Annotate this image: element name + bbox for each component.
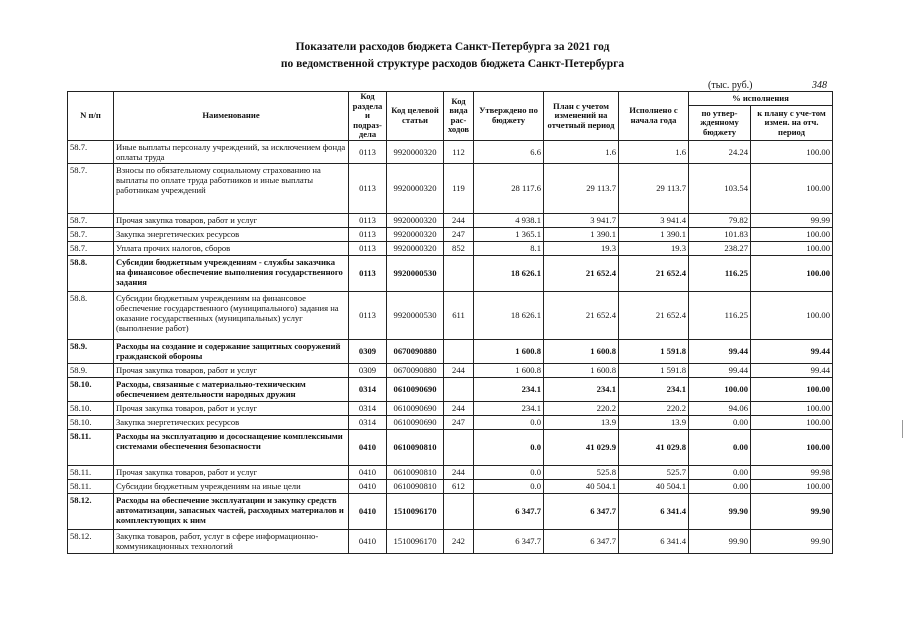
row-percent-approved: 116.25: [689, 255, 751, 291]
row-number: 58.7.: [68, 140, 114, 163]
row-percent-plan: 100.00: [751, 479, 833, 493]
row-executed: 29 113.7: [619, 163, 689, 213]
row-percent-approved: 24.24: [689, 140, 751, 163]
row-percent-approved: 99.90: [689, 529, 751, 553]
row-target-code: 0670090880: [387, 339, 444, 363]
row-number: 58.11.: [68, 479, 114, 493]
row-percent-plan: 99.44: [751, 363, 833, 377]
row-executed: 1 390.1: [619, 227, 689, 241]
row-number: 58.10.: [68, 377, 114, 401]
row-percent-plan: 100.00: [751, 227, 833, 241]
table-row: [68, 255, 833, 291]
row-percent-approved: 100.00: [689, 377, 751, 401]
row-section-code: 0113: [349, 163, 387, 213]
row-executed: 1 591.8: [619, 363, 689, 377]
row-approved: 0.0: [474, 429, 544, 465]
row-executed: 41 029.8: [619, 429, 689, 465]
row-percent-plan: 99.98: [751, 465, 833, 479]
row-expense-type-code: [444, 255, 474, 291]
row-number: 58.9.: [68, 339, 114, 363]
row-name: Расходы на эксплуатацию и дососнащение комплексными системами обеспечения безопасности: [114, 429, 349, 465]
row-target-code: 9920000320: [387, 163, 444, 213]
row-percent-plan: 100.00: [751, 291, 833, 339]
table-row: [68, 529, 833, 553]
header-percent-approved: по утвер-жденному бюджету: [689, 106, 751, 140]
scan-edge-mark: [902, 420, 903, 438]
row-percent-plan: 99.90: [751, 529, 833, 553]
row-section-code: 0113: [349, 255, 387, 291]
row-target-code: 0610090810: [387, 465, 444, 479]
row-executed: 1 591.8: [619, 339, 689, 363]
row-name: Расходы на обеспечение эксплуатации и закупку средств автоматизации, запасных частей, расходных материалов и комплектующих к ним: [114, 493, 349, 529]
row-approved: 18 626.1: [474, 255, 544, 291]
table-row: [68, 140, 833, 163]
row-section-code: 0314: [349, 401, 387, 415]
header-percent-group: % исполнения: [689, 92, 833, 106]
row-executed: 234.1: [619, 377, 689, 401]
table-row: [68, 479, 833, 493]
row-percent-approved: 238.27: [689, 241, 751, 255]
row-number: 58.10.: [68, 415, 114, 429]
row-section-code: 0410: [349, 479, 387, 493]
header-percent-plan: к плану с уче-том измен. на отч. период: [751, 106, 833, 140]
page-number: 348: [812, 80, 827, 91]
report-title-line2: по ведомственной структуре расходов бюджета Санкт-Петербурга: [280, 58, 625, 70]
row-approved: 18 626.1: [474, 291, 544, 339]
row-expense-type-code: 244: [444, 465, 474, 479]
row-name: Закупка энергетических ресурсов: [114, 415, 349, 429]
table-row: [68, 363, 833, 377]
row-expense-type-code: 244: [444, 401, 474, 415]
row-plan: 234.1: [544, 377, 619, 401]
row-target-code: 9920000320: [387, 241, 444, 255]
table-row: [68, 339, 833, 363]
row-expense-type-code: 852: [444, 241, 474, 255]
row-plan: 1 390.1: [544, 227, 619, 241]
row-percent-plan: 100.00: [751, 140, 833, 163]
table-row: [68, 401, 833, 415]
row-expense-type-code: [444, 377, 474, 401]
row-percent-approved: 99.44: [689, 339, 751, 363]
row-approved: 0.0: [474, 479, 544, 493]
row-approved: 234.1: [474, 401, 544, 415]
row-number: 58.7.: [68, 213, 114, 227]
row-name: Закупка энергетических ресурсов: [114, 227, 349, 241]
row-executed: 13.9: [619, 415, 689, 429]
row-number: 58.12.: [68, 493, 114, 529]
row-percent-plan: 100.00: [751, 163, 833, 213]
row-approved: 6.6: [474, 140, 544, 163]
row-target-code: 0610090690: [387, 401, 444, 415]
row-percent-approved: 79.82: [689, 213, 751, 227]
row-plan: 1 600.8: [544, 363, 619, 377]
row-section-code: 0410: [349, 529, 387, 553]
row-number: 58.12.: [68, 529, 114, 553]
row-approved: 234.1: [474, 377, 544, 401]
row-expense-type-code: 112: [444, 140, 474, 163]
row-section-code: 0113: [349, 213, 387, 227]
row-executed: 6 341.4: [619, 493, 689, 529]
row-percent-approved: 99.90: [689, 493, 751, 529]
row-plan: 21 652.4: [544, 291, 619, 339]
row-executed: 525.7: [619, 465, 689, 479]
report-title-line1: Показатели расходов бюджета Санкт-Петербурга за 2021 год: [295, 41, 610, 53]
row-number: 58.10.: [68, 401, 114, 415]
row-executed: 40 504.1: [619, 479, 689, 493]
row-percent-approved: 0.00: [689, 465, 751, 479]
row-executed: 220.2: [619, 401, 689, 415]
row-plan: 1 600.8: [544, 339, 619, 363]
row-percent-approved: 94.06: [689, 401, 751, 415]
row-target-code: 0610090810: [387, 429, 444, 465]
row-expense-type-code: 244: [444, 213, 474, 227]
row-plan: 21 652.4: [544, 255, 619, 291]
row-name: Закупка товаров, работ, услуг в сфере информационно-коммуникационных технологий: [114, 529, 349, 553]
row-expense-type-code: 119: [444, 163, 474, 213]
row-number: 58.8.: [68, 291, 114, 339]
row-section-code: 0113: [349, 291, 387, 339]
row-section-code: 0113: [349, 140, 387, 163]
row-name: Субсидии бюджетным учреждениям на финансовое обеспечение государственного (муниципального) задания на оказание государственных (муниципальных) услуг (выполнение работ): [114, 291, 349, 339]
table-row: [68, 213, 833, 227]
row-percent-plan: 100.00: [751, 377, 833, 401]
row-percent-plan: 100.00: [751, 255, 833, 291]
row-plan: 41 029.9: [544, 429, 619, 465]
row-plan: 29 113.7: [544, 163, 619, 213]
row-section-code: 0314: [349, 415, 387, 429]
row-name: Иные выплаты персоналу учреждений, за исключением фонда оплаты труда: [114, 140, 349, 163]
units-label: (тыс. руб.): [708, 80, 753, 91]
row-executed: 21 652.4: [619, 291, 689, 339]
row-percent-plan: 99.99: [751, 213, 833, 227]
row-target-code: 9920000320: [387, 213, 444, 227]
row-expense-type-code: 612: [444, 479, 474, 493]
row-expense-type-code: [444, 429, 474, 465]
row-target-code: 9920000530: [387, 255, 444, 291]
row-number: 58.11.: [68, 465, 114, 479]
row-section-code: 0113: [349, 227, 387, 241]
table-row: [68, 429, 833, 465]
row-approved: 4 938.1: [474, 213, 544, 227]
row-plan: 6 347.7: [544, 493, 619, 529]
row-approved: 0.0: [474, 465, 544, 479]
header-expense-type-code: Код вида рас-ходов: [444, 92, 474, 141]
row-expense-type-code: [444, 493, 474, 529]
row-number: 58.9.: [68, 363, 114, 377]
row-target-code: 9920000320: [387, 140, 444, 163]
table-row: [68, 227, 833, 241]
row-target-code: 1510096170: [387, 493, 444, 529]
row-target-code: 9920000530: [387, 291, 444, 339]
header-plan: План с учетом изменений на отчетный период: [544, 92, 619, 141]
row-name: Субсидии бюджетным учреждениям - службы заказчика на финансовое обеспечение выполнения государственного задания: [114, 255, 349, 291]
row-target-code: 0610090690: [387, 377, 444, 401]
row-section-code: 0113: [349, 241, 387, 255]
row-plan: 19.3: [544, 241, 619, 255]
row-section-code: 0309: [349, 339, 387, 363]
row-target-code: 0670090880: [387, 363, 444, 377]
row-percent-approved: 0.00: [689, 429, 751, 465]
header-number: N п/п: [68, 92, 114, 141]
row-percent-plan: 100.00: [751, 429, 833, 465]
expenditure-table: [67, 91, 833, 554]
row-section-code: 0314: [349, 377, 387, 401]
row-plan: 525.8: [544, 465, 619, 479]
row-approved: 1 365.1: [474, 227, 544, 241]
row-number: 58.7.: [68, 227, 114, 241]
row-name: Прочая закупка товаров, работ и услуг: [114, 363, 349, 377]
row-executed: 6 341.4: [619, 529, 689, 553]
row-target-code: 9920000320: [387, 227, 444, 241]
header-executed: Исполнено с начала года: [619, 92, 689, 141]
row-percent-approved: 0.00: [689, 479, 751, 493]
row-name: Уплата прочих налогов, сборов: [114, 241, 349, 255]
row-executed: 19.3: [619, 241, 689, 255]
table-row: [68, 241, 833, 255]
row-percent-plan: 99.90: [751, 493, 833, 529]
row-approved: 6 347.7: [474, 529, 544, 553]
row-number: 58.11.: [68, 429, 114, 465]
row-plan: 220.2: [544, 401, 619, 415]
header-section-code: Код раздела и подраз-дела: [349, 92, 387, 141]
row-number: 58.7.: [68, 163, 114, 213]
row-name: Прочая закупка товаров, работ и услуг: [114, 401, 349, 415]
row-name: Расходы, связанные с материально-техническим обеспечением деятельности народных дружин: [114, 377, 349, 401]
row-number: 58.8.: [68, 255, 114, 291]
row-plan: 3 941.7: [544, 213, 619, 227]
header-name: Наименование: [114, 92, 349, 141]
row-plan: 40 504.1: [544, 479, 619, 493]
table-row: [68, 415, 833, 429]
row-plan: 6 347.7: [544, 529, 619, 553]
row-executed: 3 941.4: [619, 213, 689, 227]
row-executed: 21 652.4: [619, 255, 689, 291]
row-percent-approved: 116.25: [689, 291, 751, 339]
row-plan: 1.6: [544, 140, 619, 163]
row-approved: 28 117.6: [474, 163, 544, 213]
row-name: Взносы по обязательному социальному страхованию на выплаты по оплате труда работников и иные выплаты работникам учреждений: [114, 163, 349, 213]
table-row: [68, 163, 833, 213]
row-expense-type-code: 247: [444, 415, 474, 429]
row-name: Расходы на создание и содержание защитных сооружений гражданской обороны: [114, 339, 349, 363]
row-expense-type-code: 242: [444, 529, 474, 553]
row-percent-approved: 103.54: [689, 163, 751, 213]
row-target-code: 0610090810: [387, 479, 444, 493]
row-approved: 0.0: [474, 415, 544, 429]
row-percent-approved: 101.83: [689, 227, 751, 241]
row-approved: 8.1: [474, 241, 544, 255]
row-percent-approved: 99.44: [689, 363, 751, 377]
table-body: [68, 140, 833, 553]
row-expense-type-code: [444, 339, 474, 363]
row-approved: 6 347.7: [474, 493, 544, 529]
row-target-code: 1510096170: [387, 529, 444, 553]
row-approved: 1 600.8: [474, 363, 544, 377]
table-row: [68, 465, 833, 479]
row-section-code: 0309: [349, 363, 387, 377]
row-percent-plan: 99.44: [751, 339, 833, 363]
row-section-code: 0410: [349, 493, 387, 529]
row-number: 58.7.: [68, 241, 114, 255]
row-name: Субсидии бюджетным учреждениям на иные цели: [114, 479, 349, 493]
row-percent-plan: 100.00: [751, 415, 833, 429]
row-target-code: 0610090690: [387, 415, 444, 429]
row-percent-approved: 0.00: [689, 415, 751, 429]
table-row: [68, 377, 833, 401]
row-expense-type-code: 611: [444, 291, 474, 339]
row-executed: 1.6: [619, 140, 689, 163]
row-section-code: 0410: [349, 429, 387, 465]
row-expense-type-code: 247: [444, 227, 474, 241]
table-row: [68, 291, 833, 339]
table-row: [68, 493, 833, 529]
row-percent-plan: 100.00: [751, 401, 833, 415]
row-section-code: 0410: [349, 465, 387, 479]
header-target-code: Код целевой статьи: [387, 92, 444, 141]
row-percent-plan: 100.00: [751, 241, 833, 255]
row-name: Прочая закупка товаров, работ и услуг: [114, 465, 349, 479]
row-expense-type-code: 244: [444, 363, 474, 377]
row-name: Прочая закупка товаров, работ и услуг: [114, 213, 349, 227]
header-approved: Утверждено по бюджету: [474, 92, 544, 141]
row-plan: 13.9: [544, 415, 619, 429]
row-approved: 1 600.8: [474, 339, 544, 363]
